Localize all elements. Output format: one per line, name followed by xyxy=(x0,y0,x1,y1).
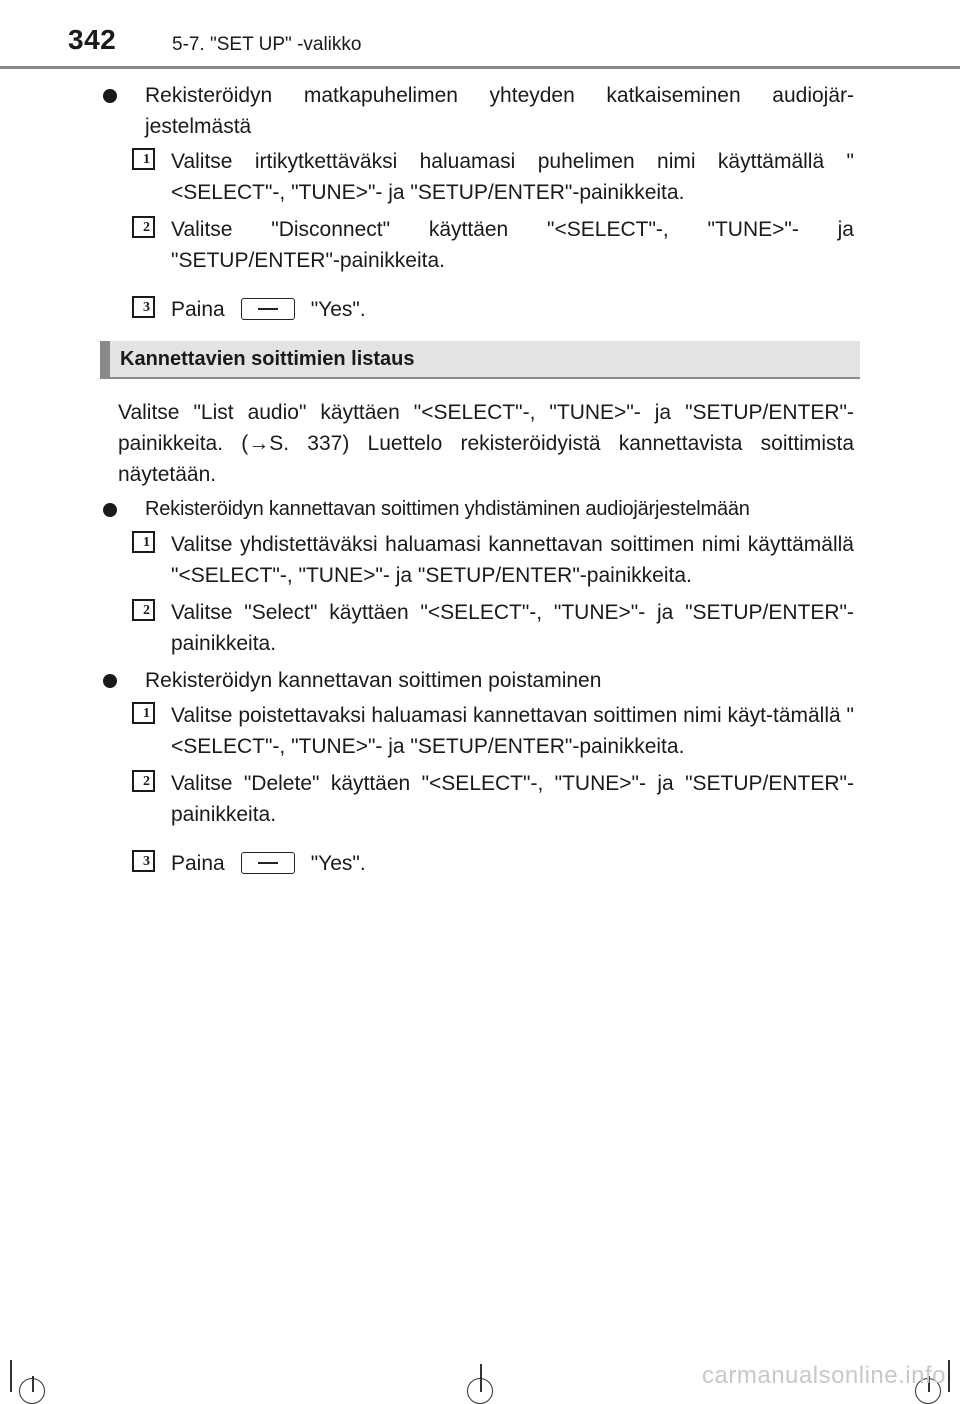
yes-button-icon xyxy=(241,852,295,874)
step-1 xyxy=(118,700,854,762)
subsection-heading: Kannettavien soittimien listaus xyxy=(100,341,860,379)
yes-button-icon xyxy=(241,298,295,320)
step-number-badge: 3 xyxy=(132,296,155,318)
bullet-disconnect-phone xyxy=(118,80,854,142)
step-1 xyxy=(118,146,854,208)
step-text: Valitse poistettavaksi haluamasi kannettavan soittimen nimi käyt-tämällä "<SELECT"-, "TUNE>"- ja "SETUP/ENTER"-painikkeita. xyxy=(171,704,854,758)
registration-target-icon xyxy=(467,1378,493,1404)
bullet-dot-icon xyxy=(103,503,117,517)
step-3 xyxy=(118,848,854,879)
step-text-after: "Yes". xyxy=(310,298,366,321)
bullet-text: Rekisteröidyn kannettavan soittimen yhdistäminen audiojärjestelmään xyxy=(145,498,750,520)
step-text: Valitse yhdistettäväksi haluamasi kannettavan soittimen nimi käyttämällä "<SELECT"-, "TUNE>"- ja "SETUP/ENTER"-painikkeita. xyxy=(171,533,854,587)
watermark: carmanualsonline.info xyxy=(702,1362,946,1389)
page-number: 342 xyxy=(68,24,117,55)
bullet-text: Rekisteröidyn matkapuhelimen yhteyden katkaiseminen audiojär-jestelmästä xyxy=(145,84,854,138)
bullet-dot-icon xyxy=(103,89,117,103)
step-text: Valitse "Delete" käyttäen "<SELECT"-, "TUNE>"- ja "SETUP/ENTER"-painikkeita. xyxy=(171,772,854,826)
step-text: Valitse irtikytkettäväksi haluamasi puhelimen nimi käyttämällä "<SELECT"-, "TUNE>"- ja "SETUP/ENTER"-painikkeita. xyxy=(171,150,854,204)
step-number-badge: 2 xyxy=(132,599,155,621)
step-text: Valitse "Disconnect" käyttäen "<SELECT"-, "TUNE>"- ja "SETUP/ENTER"-painikkeita. xyxy=(171,218,854,272)
bullet-text: Rekisteröidyn kannettavan soittimen poistaminen xyxy=(145,669,602,692)
page-header xyxy=(0,0,960,72)
step-number-badge: 2 xyxy=(132,770,155,792)
step-3 xyxy=(118,294,854,325)
step-number-badge: 3 xyxy=(132,850,155,872)
step-number-badge: 1 xyxy=(132,531,155,553)
step-1 xyxy=(118,529,854,591)
page-content xyxy=(118,80,854,885)
intro-paragraph: Valitse "List audio" käyttäen "<SELECT"-, "TUNE>"- ja "SETUP/ENTER"-painikkeita. (→S. 337) Luettelo rekisteröidyistä kannettavista soittimista näytetään. xyxy=(118,401,854,486)
step-text-before: Paina xyxy=(171,298,225,321)
step-text-after: "Yes". xyxy=(310,852,366,875)
step-text-before: Paina xyxy=(171,852,225,875)
header-rule xyxy=(0,66,960,69)
step-2 xyxy=(118,597,854,659)
step-2 xyxy=(118,214,854,276)
bullet-dot-icon xyxy=(103,674,117,688)
step-text: Valitse "Select" käyttäen "<SELECT"-, "TUNE>"- ja "SETUP/ENTER"-painikkeita. xyxy=(171,601,854,655)
step-number-badge: 1 xyxy=(132,702,155,724)
registration-target-icon xyxy=(19,1378,45,1404)
step-number-badge: 1 xyxy=(132,148,155,170)
step-2 xyxy=(118,768,854,830)
crop-mark xyxy=(948,1360,950,1392)
crop-mark xyxy=(10,1360,12,1392)
bullet-connect-player xyxy=(118,494,854,525)
section-title: 5-7. "SET UP" -valikko xyxy=(172,34,362,55)
bullet-delete-player xyxy=(118,665,854,696)
step-number-badge: 2 xyxy=(132,216,155,238)
